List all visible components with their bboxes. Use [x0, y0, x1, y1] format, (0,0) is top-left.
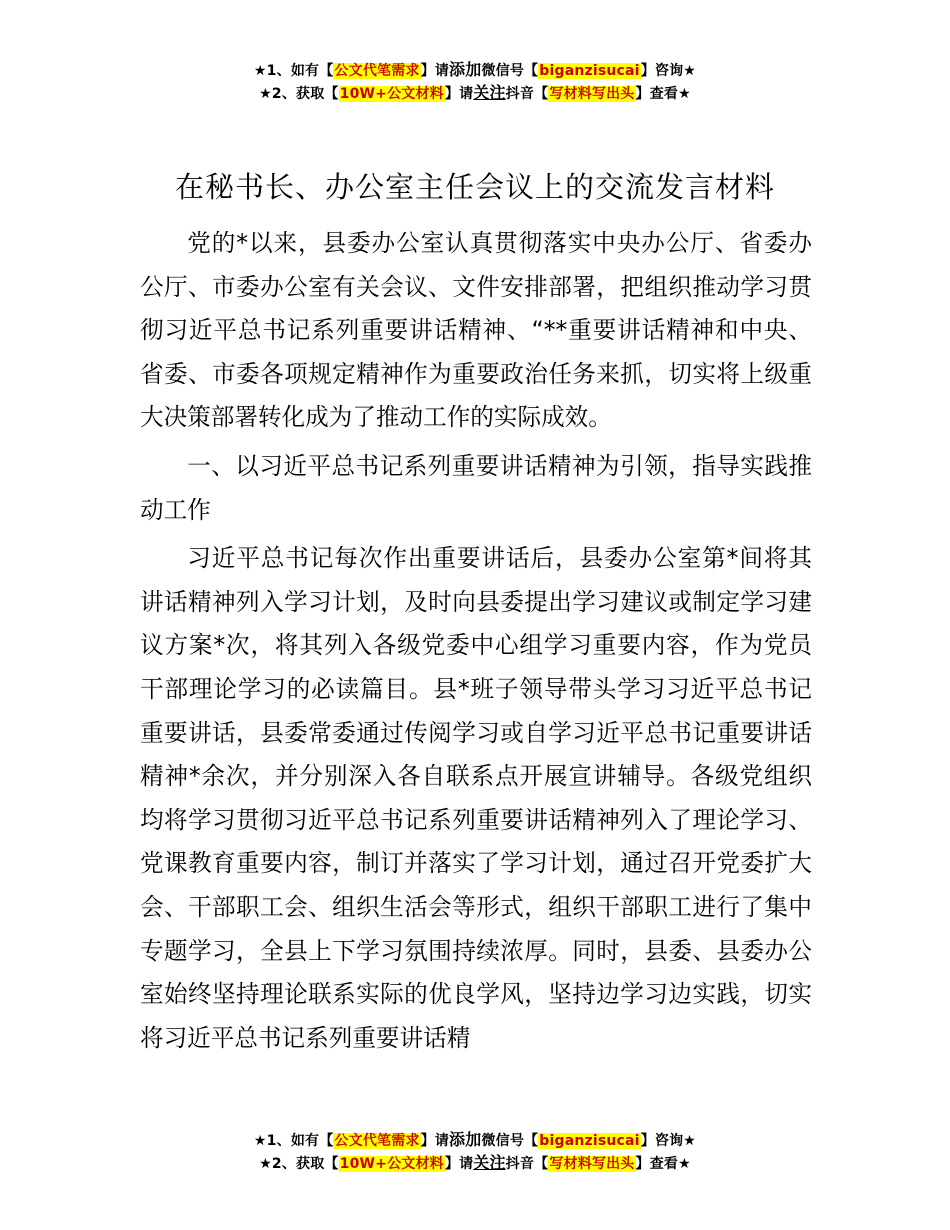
promo-highlight-ghostwriting: 公文代笔需求	[334, 1133, 420, 1149]
promo-text: 】咨询★	[640, 1133, 697, 1149]
promo-text: 】请	[420, 63, 450, 79]
body-paragraph: 党的*以来，县委办公室认真贯彻落实中央办公厅、省委办公厅、市委办公室有关会议、文件安排部署，把组织推动学习贯彻习近平总书记系列重要讲话精神、“**重要讲话精神和中央、省委、市委各项规定精神作为重要政治任务来抓，切实将上级重大决策部署转化成为了推动工作的实际成效。	[140, 229, 812, 432]
bottom-promo-banner	[0, 1129, 950, 1175]
promo-text: ★2、获取【	[259, 86, 339, 102]
section-heading: 一、以习近平总书记系列重要讲话精神为引领，指导实践推动工作	[140, 451, 812, 524]
promo-line-2	[0, 1152, 950, 1175]
promo-highlight-douyin: 写材料写出头	[549, 1156, 635, 1172]
promo-text-add: 添加	[449, 60, 482, 79]
top-promo-banner	[0, 59, 950, 105]
promo-text: 微信号【	[481, 63, 539, 79]
promo-text: 抖音【	[505, 1156, 549, 1172]
document-body	[140, 222, 812, 1065]
promo-highlight-wechat-id: biganzisucai	[539, 1133, 640, 1149]
promo-highlight-ghostwriting: 公文代笔需求	[334, 63, 420, 79]
promo-text: 】请	[444, 1156, 474, 1172]
promo-text: ★2、获取【	[259, 1156, 339, 1172]
promo-highlight-douyin: 写材料写出头	[549, 86, 635, 102]
promo-text-add: 添加	[449, 1130, 482, 1149]
promo-text: 】查看★	[635, 86, 691, 102]
promo-line-1	[0, 59, 950, 82]
promo-text: 】请	[420, 1133, 450, 1149]
promo-text: 】咨询★	[640, 63, 697, 79]
promo-text: 】查看★	[635, 1156, 691, 1172]
promo-line-1	[0, 1129, 950, 1152]
promo-text: 抖音【	[505, 86, 549, 102]
promo-text: 微信号【	[481, 1133, 539, 1149]
body-paragraph: 习近平总书记每次作出重要讲话后，县委办公室第*间将其讲话精神列入学习计划，及时向县委提出学习建议或制定学习建议方案*次，将其列入各级党委中心组学习重要内容，作为党员干部理论学习的必读篇目。县*班子领导带头学习习近平总书记重要讲话，县委常委通过传阅学习或自学习近平总书记重要讲话精神*余次，并分别深入各自联系点开展宣讲辅导。各级党组织均将学习贯彻习近平总书记系列重要讲话精神列入了理论学习、党课教育重要内容，制订并落实了学习计划，通过召开党委扩大会、干部职工会、组织生活会等形式，组织干部职工进行了集中专题学习，全县上下学习氛围持续浓厚。同时，县委、县委办公室始终坚持理论联系实际的优良学风，坚持边学习边实践，切实将习近平总书记系列重要讲话精	[140, 544, 812, 1052]
promo-text: 】请	[444, 86, 474, 102]
promo-text: ★1、如有【	[253, 63, 334, 79]
promo-highlight-wechat-id: biganzisucai	[539, 63, 640, 79]
promo-highlight-materials: 10W+公文材料	[339, 1156, 444, 1172]
promo-line-2	[0, 82, 950, 105]
promo-text-follow: 关注	[473, 83, 506, 102]
promo-highlight-materials: 10W+公文材料	[339, 86, 444, 102]
document-title: 在秘书长、办公室主任会议上的交流发言材料	[174, 170, 775, 204]
promo-text: ★1、如有【	[253, 1133, 334, 1149]
promo-text-follow: 关注	[473, 1153, 506, 1172]
